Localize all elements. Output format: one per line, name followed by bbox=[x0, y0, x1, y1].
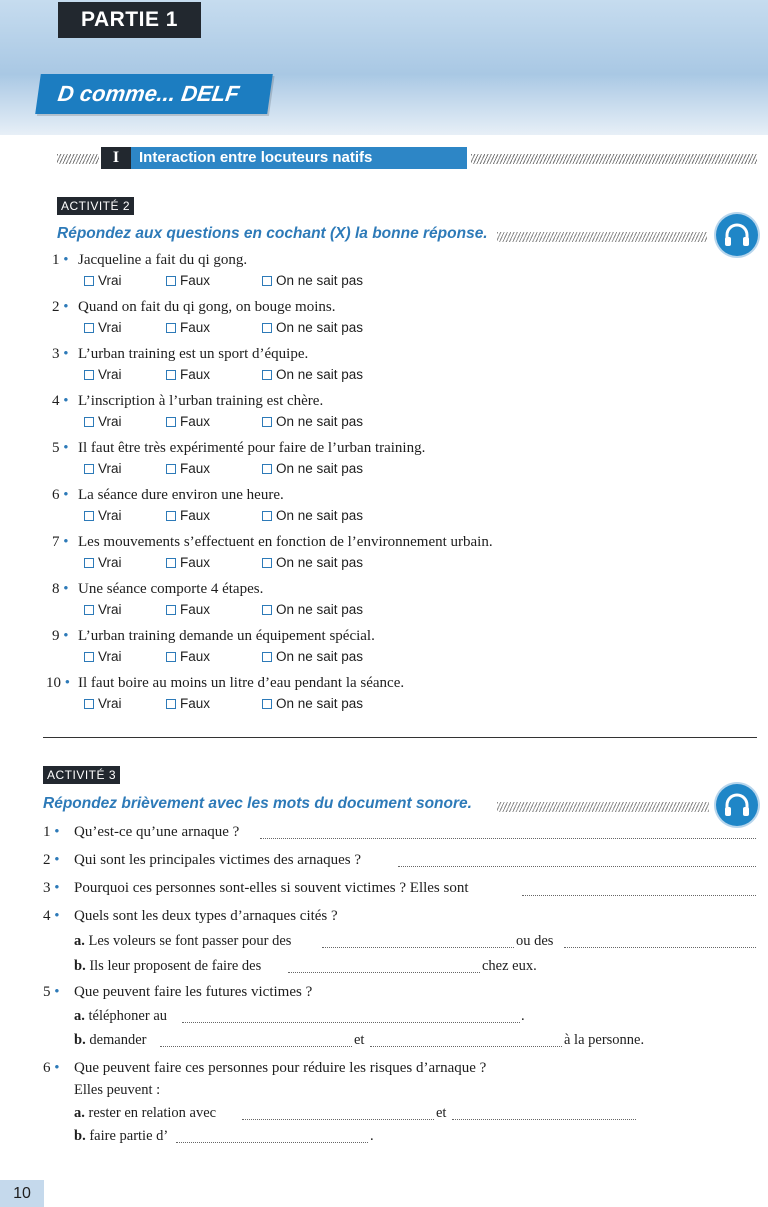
answer-option[interactable] bbox=[262, 649, 363, 664]
question-text: Qu’est-ce qu’une arnaque ? bbox=[74, 824, 240, 840]
answer-option[interactable] bbox=[84, 696, 122, 711]
option-label: Vrai bbox=[98, 273, 122, 288]
checkbox-icon[interactable] bbox=[166, 511, 176, 521]
answer-option[interactable] bbox=[84, 367, 122, 382]
answer-option[interactable] bbox=[262, 461, 363, 476]
checkbox-icon[interactable] bbox=[262, 558, 272, 568]
answer-line[interactable] bbox=[322, 947, 514, 948]
answer-line[interactable] bbox=[522, 895, 756, 896]
option-label: On ne sait pas bbox=[276, 602, 364, 617]
answer-option[interactable] bbox=[166, 320, 210, 335]
question-number: 1 • bbox=[43, 824, 60, 840]
option-label: Faux bbox=[180, 320, 211, 335]
option-label: Faux bbox=[180, 273, 211, 288]
checkbox-icon[interactable] bbox=[84, 652, 94, 662]
answer-option[interactable] bbox=[166, 508, 210, 523]
checkbox-icon[interactable] bbox=[84, 699, 94, 709]
question-text: Les mouvements s’effectuent en fonction de l’environnement urbain. bbox=[78, 534, 493, 550]
question-text: L’inscription à l’urban training est chère. bbox=[78, 393, 324, 409]
option-label: Vrai bbox=[98, 461, 122, 476]
answer-option[interactable] bbox=[166, 555, 210, 570]
answer-line[interactable] bbox=[370, 1046, 562, 1047]
checkbox-icon[interactable] bbox=[262, 511, 272, 521]
chapter-title: D comme... DELF bbox=[35, 74, 273, 114]
answer-option[interactable] bbox=[262, 508, 363, 523]
sub-question-text: à la personne. bbox=[564, 1032, 645, 1048]
answer-option[interactable] bbox=[262, 273, 363, 288]
option-label: Vrai bbox=[98, 367, 122, 382]
checkbox-icon[interactable] bbox=[166, 699, 176, 709]
sub-question-text: et bbox=[354, 1032, 365, 1048]
checkbox-icon[interactable] bbox=[84, 417, 94, 427]
question-text: L’urban training demande un équipement spécial. bbox=[78, 628, 375, 644]
option-label: Faux bbox=[180, 696, 211, 711]
option-label: On ne sait pas bbox=[276, 508, 364, 523]
option-label: Faux bbox=[180, 414, 211, 429]
option-label: Vrai bbox=[98, 320, 122, 335]
option-label: Faux bbox=[180, 461, 211, 476]
sub-question-text: . bbox=[370, 1128, 374, 1144]
option-label: Vrai bbox=[98, 508, 122, 523]
activity-tag: ACTIVITÉ 2 bbox=[57, 197, 134, 215]
activity-tag: ACTIVITÉ 3 bbox=[43, 766, 120, 784]
option-label: Faux bbox=[180, 555, 211, 570]
answer-option[interactable] bbox=[84, 555, 122, 570]
checkbox-icon[interactable] bbox=[166, 464, 176, 474]
question-text: Une séance comporte 4 étapes. bbox=[78, 581, 264, 597]
answer-option[interactable] bbox=[262, 555, 363, 570]
sub-question: b. Ils leur proposent de faire des bbox=[74, 958, 262, 974]
answer-line[interactable] bbox=[176, 1142, 368, 1143]
answer-line[interactable] bbox=[288, 972, 480, 973]
checkbox-icon[interactable] bbox=[262, 370, 272, 380]
question-number: 1 • bbox=[52, 252, 69, 268]
question-number: 7 • bbox=[52, 534, 69, 550]
option-label: Vrai bbox=[98, 649, 122, 664]
answer-line[interactable] bbox=[160, 1046, 352, 1047]
question-number: 5 • bbox=[43, 984, 60, 1000]
answer-option[interactable] bbox=[84, 602, 122, 617]
section-title: Interaction entre locuteurs natifs bbox=[131, 147, 467, 169]
checkbox-icon[interactable] bbox=[166, 323, 176, 333]
checkbox-icon[interactable] bbox=[84, 558, 94, 568]
question-number: 6 • bbox=[52, 487, 69, 503]
checkbox-icon[interactable] bbox=[262, 464, 272, 474]
checkbox-icon[interactable] bbox=[262, 417, 272, 427]
question-number: 8 • bbox=[52, 581, 69, 597]
checkbox-icon[interactable] bbox=[84, 511, 94, 521]
option-label: On ne sait pas bbox=[276, 696, 364, 711]
checkbox-icon[interactable] bbox=[166, 276, 176, 286]
answer-option[interactable] bbox=[166, 649, 210, 664]
page-number: 10 bbox=[0, 1180, 44, 1207]
checkbox-icon[interactable] bbox=[262, 276, 272, 286]
sub-question: b. demander bbox=[74, 1032, 147, 1048]
question-number: 2 • bbox=[52, 299, 69, 315]
answer-option[interactable] bbox=[84, 649, 122, 664]
question-number: 3 • bbox=[52, 346, 69, 362]
checkbox-icon[interactable] bbox=[84, 605, 94, 615]
checkbox-icon[interactable] bbox=[166, 605, 176, 615]
checkbox-icon[interactable] bbox=[166, 417, 176, 427]
question-text: L’urban training est un sport d’équipe. bbox=[78, 346, 309, 362]
question-number: 9 • bbox=[52, 628, 69, 644]
question-text: Quels sont les deux types d’arnaques cités ? bbox=[74, 908, 338, 924]
section-heading bbox=[57, 147, 757, 169]
answer-option[interactable] bbox=[84, 414, 122, 429]
checkbox-icon[interactable] bbox=[262, 652, 272, 662]
checkbox-icon[interactable] bbox=[166, 558, 176, 568]
part-label: PARTIE 1 bbox=[58, 2, 201, 38]
headphones-icon[interactable] bbox=[716, 784, 758, 826]
answer-option[interactable] bbox=[84, 273, 122, 288]
sub-question-intro: Elles peuvent : bbox=[74, 1082, 161, 1098]
answer-line[interactable] bbox=[242, 1119, 434, 1120]
headphones-icon[interactable] bbox=[716, 214, 758, 256]
answer-option[interactable] bbox=[166, 273, 210, 288]
question-number: 4 • bbox=[52, 393, 69, 409]
option-label: On ne sait pas bbox=[276, 649, 364, 664]
question-text: Pourquoi ces personnes sont-elles si souvent victimes ? Elles sont bbox=[74, 880, 469, 896]
checkbox-icon[interactable] bbox=[84, 276, 94, 286]
answer-line[interactable] bbox=[260, 838, 756, 839]
sub-question: a. Les voleurs se font passer pour des bbox=[74, 933, 292, 949]
checkbox-icon[interactable] bbox=[84, 370, 94, 380]
option-label: Faux bbox=[180, 367, 211, 382]
answer-option[interactable] bbox=[262, 602, 363, 617]
checkbox-icon[interactable] bbox=[84, 323, 94, 333]
answer-option[interactable] bbox=[84, 320, 122, 335]
question-number: 6 • bbox=[43, 1060, 60, 1076]
sub-question-text: et bbox=[436, 1105, 447, 1121]
question-text: Que peuvent faire ces personnes pour réduire les risques d’arnaque ? bbox=[74, 1060, 487, 1076]
answer-line[interactable] bbox=[564, 947, 756, 948]
answer-option[interactable] bbox=[84, 508, 122, 523]
answer-option[interactable] bbox=[166, 602, 210, 617]
option-label: Faux bbox=[180, 649, 211, 664]
option-label: On ne sait pas bbox=[276, 414, 364, 429]
answer-option[interactable] bbox=[84, 461, 122, 476]
question-text: La séance dure environ une heure. bbox=[78, 487, 284, 503]
option-label: On ne sait pas bbox=[276, 320, 364, 335]
answer-line[interactable] bbox=[182, 1022, 520, 1023]
question-number: 4 • bbox=[43, 908, 60, 924]
option-label: On ne sait pas bbox=[276, 367, 364, 382]
section-number: I bbox=[101, 147, 131, 169]
question-text: Qui sont les principales victimes des arnaques ? bbox=[74, 852, 362, 868]
checkbox-icon[interactable] bbox=[262, 323, 272, 333]
answer-line[interactable] bbox=[452, 1119, 636, 1120]
option-label: Vrai bbox=[98, 696, 122, 711]
option-label: Vrai bbox=[98, 602, 122, 617]
question-number: 2 • bbox=[43, 852, 60, 868]
checkbox-icon[interactable] bbox=[262, 605, 272, 615]
answer-option[interactable] bbox=[166, 367, 210, 382]
hatch-decoration bbox=[471, 154, 757, 164]
activity-instruction: Répondez aux questions en cochant (X) la bonne réponse. bbox=[57, 225, 488, 242]
answer-option[interactable] bbox=[262, 696, 363, 711]
option-label: Faux bbox=[180, 508, 211, 523]
question-text: Il faut être très expérimenté pour faire de l’urban training. bbox=[78, 440, 426, 456]
hatch-decoration bbox=[57, 154, 99, 164]
option-label: Faux bbox=[180, 602, 211, 617]
sub-question-text: chez eux. bbox=[482, 958, 537, 974]
option-label: On ne sait pas bbox=[276, 555, 364, 570]
answer-option[interactable] bbox=[166, 696, 210, 711]
checkbox-icon[interactable] bbox=[84, 464, 94, 474]
checkbox-icon[interactable] bbox=[262, 699, 272, 709]
option-label: Vrai bbox=[98, 555, 122, 570]
sub-question: b. faire partie d’ bbox=[74, 1128, 169, 1144]
activity-instruction: Répondez brièvement avec les mots du document sonore. bbox=[43, 795, 472, 812]
sub-question: a. téléphoner au bbox=[74, 1008, 168, 1024]
answer-option[interactable] bbox=[262, 367, 363, 382]
hatch-decoration bbox=[497, 802, 709, 812]
sub-question: a. rester en relation avec bbox=[74, 1105, 217, 1121]
answer-option[interactable] bbox=[166, 414, 210, 429]
answer-option[interactable] bbox=[166, 461, 210, 476]
sub-question-text: ou des bbox=[516, 933, 554, 949]
question-text: Jacqueline a fait du qi gong. bbox=[78, 252, 248, 268]
option-label: On ne sait pas bbox=[276, 273, 364, 288]
option-label: Vrai bbox=[98, 414, 122, 429]
question-text: Il faut boire au moins un litre d’eau pendant la séance. bbox=[78, 675, 405, 691]
question-number: 3 • bbox=[43, 880, 60, 896]
divider bbox=[43, 737, 757, 738]
question-number: 10 • bbox=[46, 675, 71, 691]
checkbox-icon[interactable] bbox=[166, 652, 176, 662]
answer-option[interactable] bbox=[262, 320, 363, 335]
answer-line[interactable] bbox=[398, 866, 756, 867]
sub-question-text: . bbox=[521, 1008, 525, 1024]
question-text: Quand on fait du qi gong, on bouge moins. bbox=[78, 299, 336, 315]
question-number: 5 • bbox=[52, 440, 69, 456]
option-label: On ne sait pas bbox=[276, 461, 364, 476]
hatch-decoration bbox=[497, 232, 707, 242]
answer-option[interactable] bbox=[262, 414, 363, 429]
checkbox-icon[interactable] bbox=[166, 370, 176, 380]
question-text: Que peuvent faire les futures victimes ? bbox=[74, 984, 313, 1000]
